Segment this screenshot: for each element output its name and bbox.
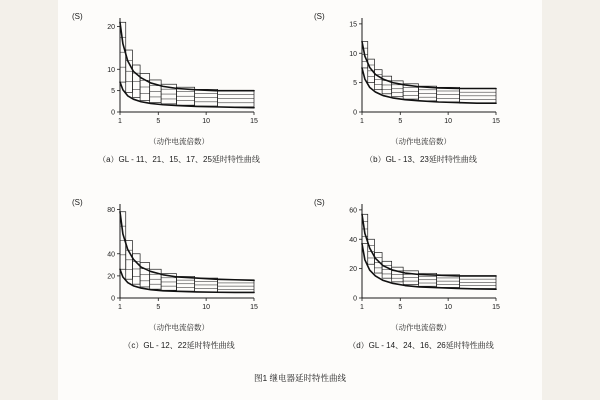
chart-panel-d xyxy=(300,190,542,368)
y-axis-unit-label-a: (S) xyxy=(72,12,83,21)
x-axis-caption-d: （动作电流倍数） xyxy=(391,323,451,332)
x-axis-caption-c: （动作电流倍数） xyxy=(149,323,209,332)
svg-text:10: 10 xyxy=(349,50,357,58)
y-axis-unit-label-b: (S) xyxy=(314,12,325,21)
svg-text:20: 20 xyxy=(107,273,115,281)
svg-text:1: 1 xyxy=(118,118,122,125)
svg-text:0: 0 xyxy=(111,295,115,303)
panel-caption-b: （b）GL - 13、23延时特性曲线 xyxy=(365,155,477,164)
svg-text:5: 5 xyxy=(156,304,161,311)
page-right-margin xyxy=(542,0,600,400)
svg-text:1: 1 xyxy=(118,304,122,311)
svg-text:15: 15 xyxy=(349,21,357,29)
svg-text:40: 40 xyxy=(107,251,115,259)
svg-text:5: 5 xyxy=(156,118,161,125)
y-axis-unit-label-d: (S) xyxy=(314,198,325,207)
chart-svg-c xyxy=(98,198,260,316)
x-axis-caption-a: （动作电流倍数） xyxy=(149,137,209,146)
svg-text:80: 80 xyxy=(107,207,115,215)
panel-caption-a: （a）GL - 11、21、15、17、25延时特性曲线 xyxy=(98,155,260,164)
svg-text:0: 0 xyxy=(353,109,357,117)
chart-panel-c xyxy=(58,190,300,368)
svg-text:20: 20 xyxy=(107,24,115,32)
figure-caption: 图1 继电器延时特性曲线 xyxy=(253,373,347,383)
svg-text:5: 5 xyxy=(353,80,357,88)
chart-plot-c xyxy=(98,198,260,316)
chart-panel-a xyxy=(58,4,300,182)
svg-text:5: 5 xyxy=(111,88,115,96)
svg-text:5: 5 xyxy=(398,304,403,311)
svg-text:40: 40 xyxy=(349,236,357,244)
svg-text:15: 15 xyxy=(492,304,500,311)
chart-svg-d xyxy=(340,198,502,316)
svg-text:10: 10 xyxy=(202,118,211,125)
panel-caption-d: （d）GL - 14、24、16、26延时特性曲线 xyxy=(348,341,494,350)
svg-text:60: 60 xyxy=(349,207,357,215)
panel-caption-c: （c）GL - 12、22延时特性曲线 xyxy=(123,341,235,350)
chart-svg-a xyxy=(98,12,260,130)
y-axis-unit-label-c: (S) xyxy=(72,198,83,207)
svg-text:10: 10 xyxy=(444,118,453,125)
chart-plot-d xyxy=(340,198,502,316)
chart-svg-b xyxy=(340,12,502,130)
svg-text:0: 0 xyxy=(111,109,115,117)
chart-panel-b xyxy=(300,4,542,182)
chart-plot-b xyxy=(340,12,502,130)
x-axis-caption-b: （动作电流倍数） xyxy=(391,137,451,146)
page-left-margin xyxy=(0,0,58,400)
svg-text:10: 10 xyxy=(202,304,211,311)
svg-text:5: 5 xyxy=(398,118,403,125)
svg-text:20: 20 xyxy=(349,266,357,274)
svg-text:15: 15 xyxy=(250,118,258,125)
chart-plot-a xyxy=(98,12,260,130)
svg-text:1: 1 xyxy=(360,118,364,125)
svg-text:1: 1 xyxy=(360,304,364,311)
svg-text:15: 15 xyxy=(250,304,258,311)
svg-text:15: 15 xyxy=(492,118,500,125)
svg-text:0: 0 xyxy=(353,295,357,303)
svg-text:10: 10 xyxy=(107,66,115,74)
svg-text:10: 10 xyxy=(444,304,453,311)
